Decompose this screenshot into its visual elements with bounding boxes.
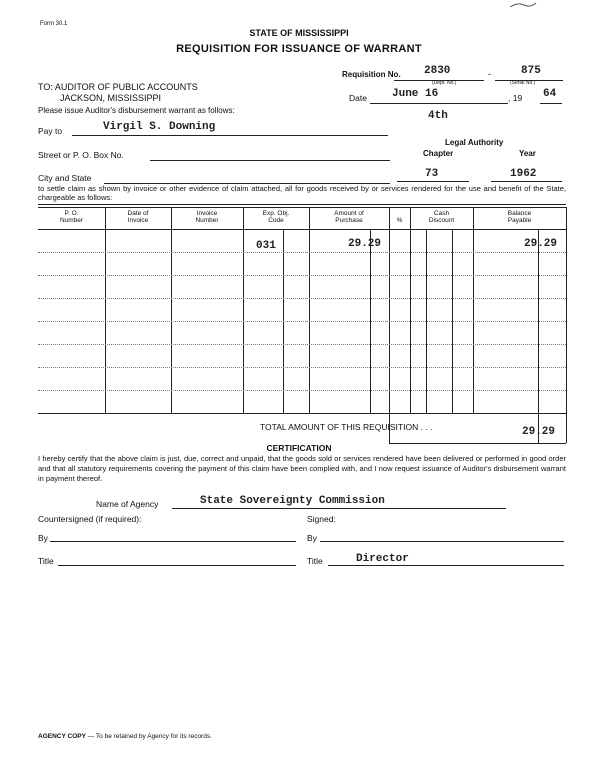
countersigned-title-label: Title	[38, 556, 54, 566]
header-balance-payable: Balance Payable	[507, 210, 532, 224]
header-invoice-number: Invoice Number	[195, 210, 219, 224]
chapter-label: Chapter	[423, 149, 454, 158]
signed-label: Signed:	[307, 514, 336, 524]
header-po-number: P. O. Number	[59, 210, 84, 224]
settle-text: to settle claim as shown by invoice or other evidence of claim attached, all for goods received by or services rendered for the use and benefit of the State, chargeable as follows:	[38, 184, 566, 202]
countersigned-by-label: By	[38, 533, 48, 543]
chapter-value: 73	[425, 168, 439, 180]
agency-label: Name of Agency	[96, 499, 159, 509]
year-label: Year	[519, 149, 536, 158]
state-title: STATE OF MISSISSIPPI	[249, 28, 349, 38]
header-date-invoice: Date of Invoice	[127, 210, 149, 224]
signed-by-label: By	[307, 533, 317, 543]
pen-mark-icon	[508, 0, 538, 10]
signed-title-label: Title	[307, 556, 323, 566]
addressee-line1: TO: AUDITOR OF PUBLIC ACCOUNTS	[38, 82, 198, 92]
date-value: June 16	[392, 88, 439, 100]
header-amount: Amount of Purchase	[334, 210, 364, 224]
row1-amount: 29.29	[348, 238, 382, 250]
street-label: Street or P. O. Box No.	[38, 150, 124, 160]
year-prefix: , 19	[508, 93, 523, 103]
legal-year-value: 1962	[510, 168, 537, 180]
addressee-line2: JACKSON, MISSISSIPPI	[60, 93, 162, 103]
header-cash-discount: Cash Discount	[428, 210, 455, 224]
footer-text	[38, 733, 212, 740]
certification-text: I hereby certify that the above claim is just, due, correct and unpaid, that the goods sold or services rendered have been delivered or performed in good order and that all statutory requirements covering the payment of this claim have been complied with, and I now request issuance of Auditor's disbursement warrant in payment thereof.	[38, 454, 566, 483]
row1-exp-code: 031	[256, 240, 276, 252]
form-number: Form 30.1	[40, 21, 68, 27]
agency-value: State Sovereignty Commission	[200, 495, 385, 507]
legal-extra-value: 4th	[428, 110, 448, 122]
countersigned-label: Countersigned (if required):	[38, 514, 142, 524]
claims-table	[38, 204, 566, 444]
dept-caption: (Dept. No.)	[432, 80, 457, 86]
city-label: City and State	[38, 173, 92, 183]
total-label: TOTAL AMOUNT OF THIS REQUISITION . . .	[260, 422, 433, 432]
serial-number-value: 875	[521, 65, 541, 77]
date-label: Date	[349, 93, 367, 103]
header-exp-code: Exp. Obj. Code	[262, 210, 290, 224]
pay-to-label: Pay to	[38, 126, 63, 136]
form-title: REQUISITION FOR ISSUANCE OF WARRANT	[176, 43, 422, 55]
row1-balance: 29.29	[524, 238, 558, 250]
legal-authority-title: Legal Authority	[445, 138, 504, 147]
total-value: 29.29	[522, 426, 556, 438]
signed-title-value: Director	[356, 553, 409, 565]
requisition-label: Requisition No.	[342, 70, 401, 79]
dept-number-value: 2830	[424, 65, 451, 77]
pay-to-value: Virgil S. Downing	[103, 121, 216, 133]
footer-copy-label: AGENCY COPY	[38, 733, 86, 740]
serial-caption: (Serial No.)	[510, 80, 536, 86]
year-value: 64	[543, 88, 557, 100]
footer-copy-text: — To be retained by Agency for its records.	[85, 733, 212, 740]
header-percent: %	[396, 217, 403, 224]
certification-title: CERTIFICATION	[266, 443, 332, 453]
instruction-text: Please issue Auditor's disbursement warrant as follows:	[38, 106, 235, 115]
